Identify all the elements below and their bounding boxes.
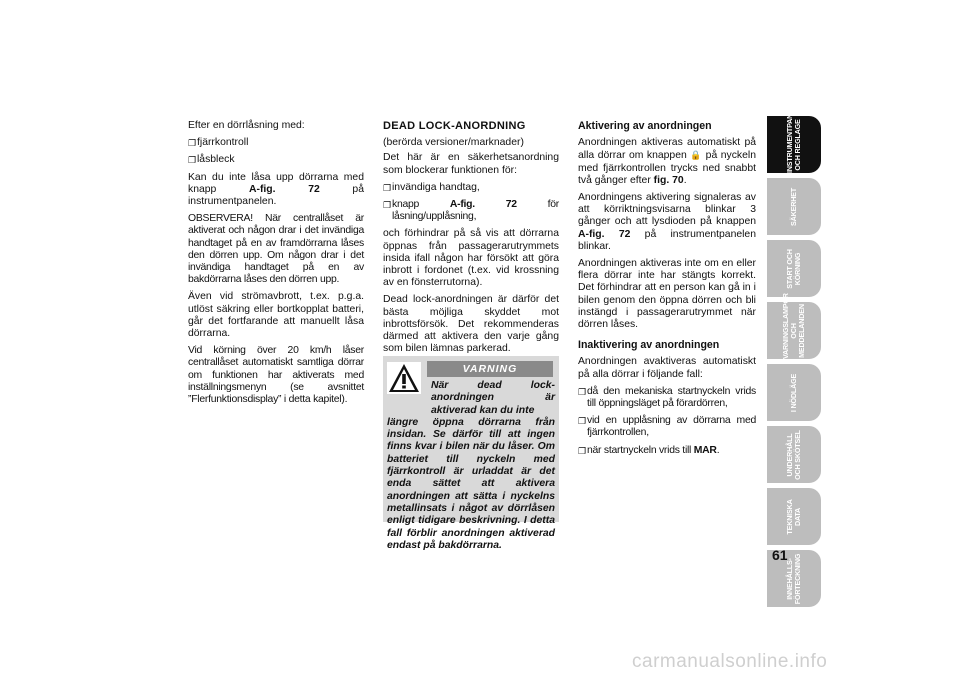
checkbox-bullet-icon: ❐ (578, 416, 586, 427)
column-right (578, 120, 756, 462)
paragraph: Anordningen avaktiveras automatiskt på alla dörrar i följande fall: (578, 356, 756, 380)
list-item: ❐ fjärrkontroll (188, 137, 249, 149)
warning-text: När dead lock-anordningen är aktiverad kan du inte längre öppna dörrarna från insidan. Se därför till att ingen finns kvar i bilen när du låser. Om batteriet till nyckeln med fjärrkontroll är urladdat är det enda sättet att aktivera anordningen att sätta i nyckelns metallinsats i något av dörrlåsen enligt tidigare beskrivning. I detta fall förblir anordningen aktiverad endast på bakdörrarna. (387, 380, 555, 551)
tab-start-och-korning[interactable]: START OCH KÖRNING (765, 238, 823, 299)
section-heading: DEAD LOCK-ANORDNING (383, 120, 526, 132)
watermark: carmanualsonline.info (632, 651, 828, 672)
note-paragraph: OBSERVERA! När centrallåset är aktiverat och någon drar i det invändiga handtaget på en av framdörrarna låses den dörren upp. Om någon drar i det invändiga handtaget på en av bakdörrarna låses den dörren upp. (188, 213, 364, 286)
tab-innehallsforteckning[interactable]: INNEHÅLLS- FÖRTECKNING (765, 548, 823, 609)
paragraph: Anordningen aktiveras inte om en eller flera dörrar inte har stängts korrekt. Det förhindrar att en person kan gå in i bilen genom den öppna dörren och bli instängd i passagerarutrymmet när dörren låses. (578, 258, 756, 331)
paragraph: Även vid strömavbrott, t.ex. p.g.a. utlöst säkring eller bortkopplat batteri, går det fortfarande att manuellt låsa dörrarna. (188, 291, 364, 340)
tab-tekniska-data[interactable]: TEKNISKA DATA (765, 486, 823, 547)
list-item: ❐ när startnyckeln vrids till MAR. (578, 444, 720, 456)
page-number: 61 (772, 547, 788, 563)
paragraph: Det här är en säkerhetsanordning som blockerar funktionen för: (383, 152, 559, 176)
checkbox-bullet-icon: ❐ (188, 155, 197, 166)
tab-sakerhet[interactable]: SÄKERHET (765, 176, 823, 237)
tab-underhall[interactable]: UNDERHÅLL OCH SKÖTSEL (765, 424, 823, 485)
figure-reference: A-fig. 72 (248, 183, 320, 195)
chapter-tabs (765, 104, 825, 610)
mar-reference: MAR (693, 444, 717, 456)
lock-icon: 🔒 (690, 150, 703, 161)
section-heading: Inaktivering av anordningen (578, 339, 720, 352)
list-item: ❐ då den mekaniska startnyckeln vrids till öppningsläget på förardörren, (578, 385, 756, 410)
tab-varningslampor[interactable]: VARNINGSLAMPOR OCH MEDDELANDEN (765, 300, 823, 361)
column-left (188, 120, 364, 411)
figure-reference: fig. 70 (653, 174, 684, 186)
tab-i-nodlage[interactable]: I NÖDLÄGE (765, 362, 823, 423)
intro-text: Efter en dörrlåsning med: (188, 120, 305, 131)
section-subheading: (berörda versioner/marknader) (383, 137, 524, 149)
warning-box (383, 356, 559, 551)
list-item: ❐ knapp A-fig. 72 för låsning/upplåsning, (383, 199, 559, 223)
checkbox-bullet-icon: ❐ (188, 138, 197, 149)
checkbox-bullet-icon: ❐ (578, 386, 586, 397)
figure-reference: A-fig. 72 (578, 228, 631, 240)
list-item: ❐ vid en upplåsning av dörrarna med fjärrkontrollen, (578, 415, 756, 439)
paragraph: och förhindrar på så vis att dörrarna öppnas från passagerarutrymmets insida ifall någon har försökt att göra inbrott i fordonet (t.ex. vid krossning av en fönsterrutorna). (383, 228, 559, 289)
list-item: ❐ låsbleck (188, 154, 235, 166)
checkbox-bullet-icon: ❐ (578, 445, 586, 456)
list-item: ❐ invändiga handtag, (383, 181, 480, 193)
tab-instrumentpanel[interactable]: INSTRUMENTPANEL OCH REGLAGE (765, 114, 823, 175)
paragraph: Anordningen aktiveras automatiskt på alla dörrar om knappen 🔒 på nyckeln med fjärrkontrollen trycks ned snabbt två gånger efter fig. 70. (578, 137, 756, 186)
paragraph: Vid körning över 20 km/h låser centrallåset automatiskt samtliga dörrar om funktionen har aktiverats med inställningsmenyn (se avsnittet ”Flerfunktionsdisplay” i detta kapitel). (188, 345, 364, 406)
figure-reference: A-fig. 72 (449, 199, 517, 211)
section-heading: Aktivering av anordningen (578, 120, 712, 132)
checkbox-bullet-icon: ❐ (383, 182, 392, 193)
paragraph: Dead lock-anordningen är därför det bästa möjliga skyddet mot inbrottsförsök. Det rekommenderas därmed att aktivera den varje gång som bilen lämnas parkerad. (383, 294, 559, 355)
paragraph: Kan du inte låsa upp dörrarna med knapp A-fig. 72 på instrumentpanelen. (188, 171, 364, 208)
checkbox-bullet-icon: ❐ (383, 200, 391, 211)
warning-title: VARNING (427, 361, 553, 377)
column-middle (383, 120, 559, 360)
paragraph: Anordningens aktivering signaleras av att körriktningsvisarna blinkar 3 gånger och att lysdioden på knappen A-fig. 72 på instrumentpanelen blinkar. (578, 192, 756, 252)
